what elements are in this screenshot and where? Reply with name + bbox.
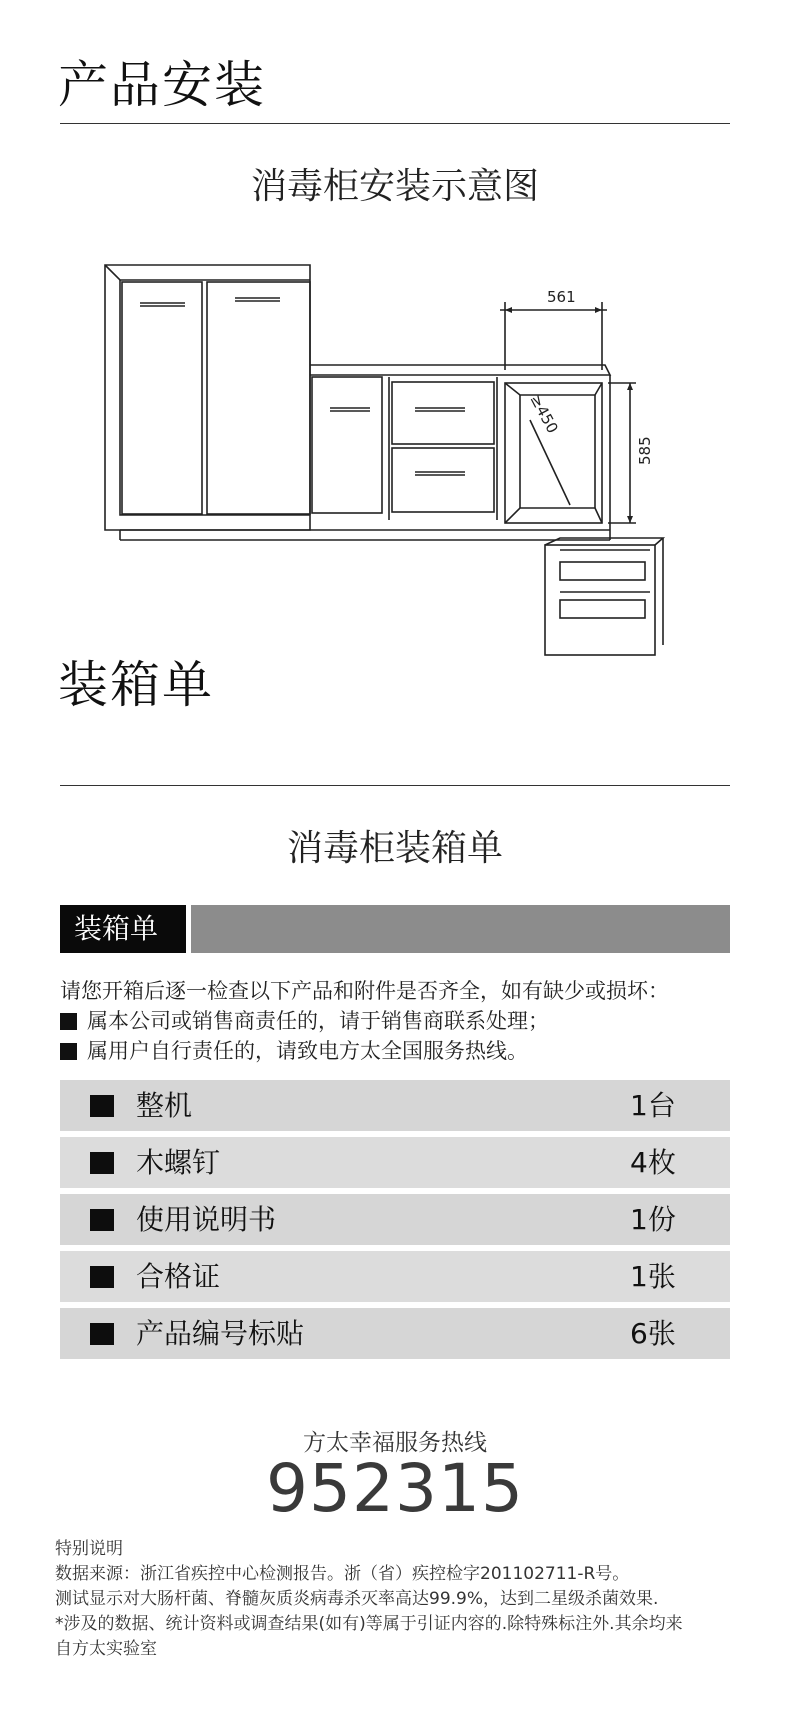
footnote-line: *涉及的数据、统计资料或调查结果(如有)等属于引证内容的.除特殊标注外.其余均来 <box>55 1614 683 1634</box>
packing-heading: 装箱单 <box>58 656 214 714</box>
dim-width-label: 561 <box>547 288 576 306</box>
note-text: 属用户自行责任的，请致电方太全国服务热线。 <box>87 1039 528 1063</box>
hotline-label: 方太幸福服务热线 <box>303 1430 487 1456</box>
footnote-line: 自方太实验室 <box>55 1639 157 1659</box>
item-name: 整机 <box>136 1089 193 1122</box>
list-item <box>60 1137 730 1188</box>
bullet-square-icon <box>90 1095 114 1117</box>
packing-divider <box>60 785 730 786</box>
install-subtitle: 消毒柜安装示意图 <box>250 166 539 207</box>
footnote-line: 测试显示对大肠杆菌、脊髓灰质炎病毒杀灭率高达99.9%，达到二星级杀菌效果. <box>55 1589 659 1609</box>
item-name: 产品编号标贴 <box>136 1317 305 1350</box>
packing-note-2 <box>60 1035 528 1065</box>
install-heading: 产品安装 <box>58 56 266 114</box>
packing-note-1 <box>60 1005 549 1035</box>
item-qty: 6张 <box>630 1317 676 1350</box>
item-qty: 1份 <box>630 1203 676 1236</box>
item-name: 使用说明书 <box>136 1203 277 1236</box>
item-qty: 4枚 <box>630 1146 676 1179</box>
item-name: 木螺钉 <box>136 1146 221 1179</box>
list-item <box>60 1251 730 1302</box>
bullet-square-icon <box>90 1323 114 1345</box>
list-item <box>60 1308 730 1359</box>
hotline-number: 952315 <box>266 1450 524 1527</box>
footnote-line: 数据来源：浙江省疾控中心检测报告。浙（省）疾控检字201102711-R号。 <box>55 1564 630 1584</box>
install-divider <box>60 123 730 124</box>
packing-intro: 请您开箱后逐一检查以下产品和附件是否齐全，如有缺少或损坏： <box>60 979 669 1003</box>
item-name: 合格证 <box>136 1260 221 1293</box>
list-item <box>60 1194 730 1245</box>
note-text: 属本公司或销售商责任的，请于销售商联系处理； <box>87 1009 549 1033</box>
item-qty: 1台 <box>630 1089 676 1122</box>
item-qty: 1张 <box>630 1260 676 1293</box>
bullet-square-icon <box>90 1152 114 1174</box>
bullet-square-icon <box>90 1266 114 1288</box>
bullet-square-icon <box>90 1209 114 1231</box>
packing-tab-label: 装箱单 <box>60 905 186 953</box>
bullet-square-icon <box>60 1043 77 1060</box>
packing-subtitle: 消毒柜装箱单 <box>286 828 503 869</box>
packing-items-list <box>60 1080 730 1365</box>
packing-tab-bar <box>60 905 730 953</box>
dim-depth-label: ≥450 <box>526 391 562 437</box>
list-item <box>60 1080 730 1131</box>
packing-tab-fill <box>191 905 730 953</box>
footnote-title: 特别说明 <box>55 1539 123 1559</box>
installation-diagram <box>60 240 654 660</box>
bullet-square-icon <box>60 1013 77 1030</box>
dim-height-label: 585 <box>636 436 654 465</box>
